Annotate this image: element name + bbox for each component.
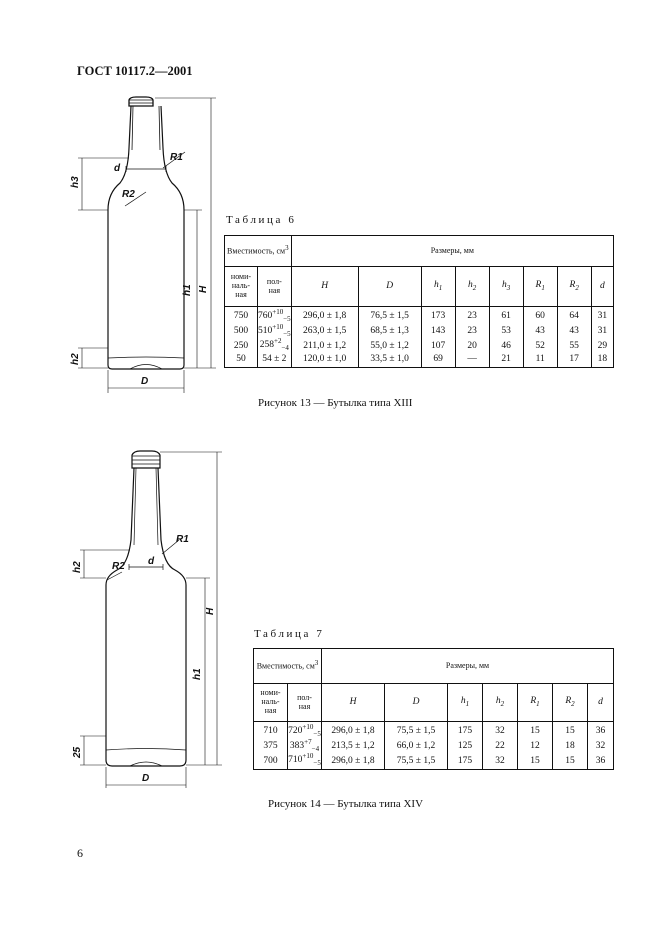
table-row: 500 $510^{+10}_{-5}$ 263,0 ± 1,5 68,5 ± 1,3 143 23 53 43 43 31 bbox=[225, 324, 614, 339]
label-R1: R1 bbox=[170, 152, 183, 163]
page-number: 6 bbox=[77, 846, 83, 860]
table6-head-capacity: Вместимость, $см^3$ bbox=[225, 236, 292, 267]
label-H: H bbox=[205, 607, 216, 615]
table6-col-h1: $h_1$ bbox=[421, 267, 455, 307]
table6-col-h3: $h_3$ bbox=[489, 267, 523, 307]
label-d: d bbox=[148, 556, 155, 567]
label-h1: h1 bbox=[182, 284, 193, 296]
table6-col-h2: $h_2$ bbox=[455, 267, 489, 307]
page-header: ГОСТ 10117.2—2001 bbox=[77, 64, 193, 78]
table7-col-D: D bbox=[385, 684, 448, 722]
figure14-caption: Рисунок 14 — Бутылка типа XIV bbox=[268, 798, 424, 810]
table6-col-R2: $R_2$ bbox=[557, 267, 591, 307]
table6-caption: Таблица 6 bbox=[226, 214, 297, 226]
table6-col-D: D bbox=[358, 267, 421, 307]
bottle-drawing-xiv bbox=[72, 440, 242, 790]
table7-col-nominal: номи- наль- ная bbox=[254, 684, 288, 722]
table7-caption: Таблица 7 bbox=[254, 628, 325, 640]
label-H: H bbox=[198, 285, 209, 293]
label-R2: R2 bbox=[122, 189, 135, 200]
label-h2: h2 bbox=[72, 561, 83, 573]
table6-head-dims: Размеры, мм bbox=[291, 236, 613, 267]
table6-col-nominal: номи- наль- ная bbox=[225, 267, 258, 307]
figure13-caption: Рисунок 13 — Бутылка типа XIII bbox=[258, 397, 413, 409]
table7-col-d: d bbox=[588, 684, 614, 722]
label-R2: R2 bbox=[112, 561, 125, 572]
label-R1: R1 bbox=[176, 534, 189, 545]
table-row: 375 $383^{+7}_{-4}$ 213,5 ± 1,2 66,0 ± 1,2 125 22 12 18 32 bbox=[254, 739, 614, 754]
table7-head-capacity: Вместимость, $см^3$ bbox=[254, 649, 322, 684]
label-h2: h2 bbox=[70, 353, 81, 365]
table7-head-dims: Размеры, мм bbox=[322, 649, 614, 684]
table6-col-d: d bbox=[591, 267, 613, 307]
table7-col-H: H bbox=[322, 684, 385, 722]
table7-col-h1: $h_1$ bbox=[448, 684, 483, 722]
table7 bbox=[253, 648, 614, 770]
label-d: d bbox=[114, 163, 121, 174]
table7-col-full: пол- ная bbox=[288, 684, 322, 722]
table7-col-h2: $h_2$ bbox=[483, 684, 518, 722]
table-row: 710 $720^{+10}_{-5}$ 296,0 ± 1,8 75,5 ± 1,5 175 32 15 15 36 bbox=[254, 722, 614, 739]
label-D: D bbox=[141, 376, 149, 387]
table6-col-H: H bbox=[291, 267, 358, 307]
label-h3: h3 bbox=[70, 176, 81, 188]
table-row: 700 $710^{+10}_{-5}$ 296,0 ± 1,8 75,5 ± 1,5 175 32 15 15 36 bbox=[254, 753, 614, 769]
label-25: 25 bbox=[72, 746, 83, 758]
table-row: 750 $760^{+10}_{-5}$ 296,0 ± 1,8 76,5 ± 1,5 173 23 61 60 64 31 bbox=[225, 307, 614, 324]
table6 bbox=[224, 235, 614, 368]
table-row: 50 54 ± 2 120,0 ± 1,0 33,5 ± 1,0 69 — 21 11 17 18 bbox=[225, 353, 614, 368]
label-h1: h1 bbox=[192, 668, 203, 680]
bottle-drawing-xiii bbox=[70, 88, 230, 398]
table7-col-R1: $R_1$ bbox=[518, 684, 553, 722]
label-D: D bbox=[142, 773, 150, 784]
table7-col-R2: $R_2$ bbox=[553, 684, 588, 722]
table6-col-R1: $R_1$ bbox=[523, 267, 557, 307]
table-row: 250 $258^{+2}_{-4}$ 211,0 ± 1,2 55,0 ± 1,2 107 20 46 52 55 29 bbox=[225, 338, 614, 353]
table6-col-full: пол- ная bbox=[258, 267, 292, 307]
